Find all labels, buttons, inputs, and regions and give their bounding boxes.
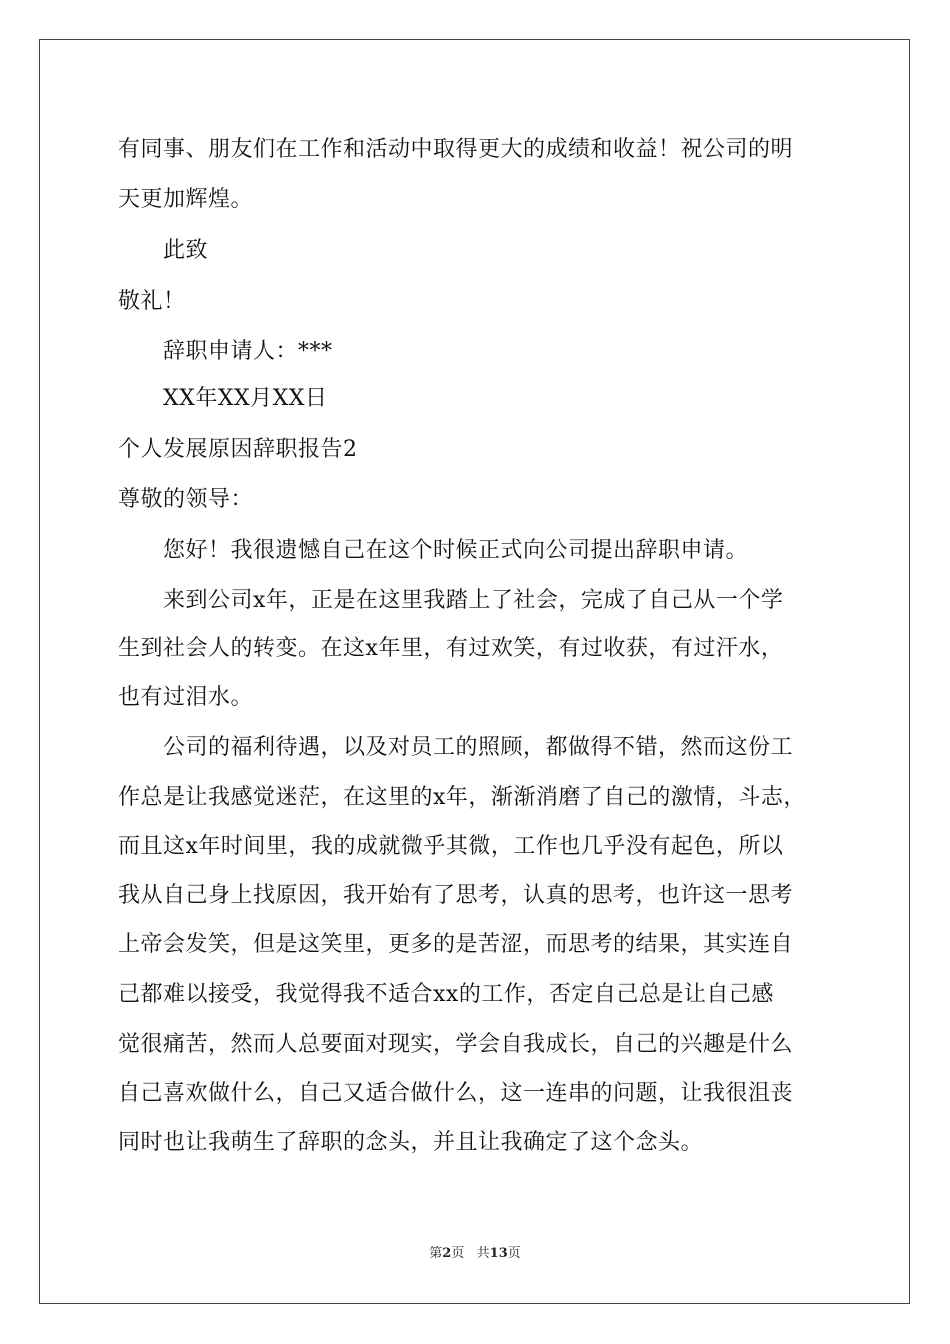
text-line: 同时也让我萌生了辞职的念头，并且让我确定了这个念头。: [118, 1130, 704, 1155]
text-line: 觉很痛苦，然而人总要面对现实，学会自我成长，自己的兴趣是什么: [118, 1032, 794, 1057]
text-line: 生到社会人的转变。在这x年里，有过欢笑，有过收获，有过汗水，: [118, 636, 784, 661]
date-line: XX年XX月XX日: [163, 386, 328, 411]
text-line: 来到公司x年，正是在这里我踏上了社会，完成了自己从一个学: [163, 588, 784, 613]
salutation-closing: 敬礼！: [118, 289, 186, 314]
text-line: 也有过泪水。: [118, 685, 254, 710]
text-line: 自己喜欢做什么，自己又适合做什么，这一连串的问题，让我很沮丧: [118, 1081, 794, 1106]
page-footer: [0, 1242, 950, 1261]
text-line: 有同事、朋友们在工作和活动中取得更大的成绩和收益！祝公司的明: [118, 137, 794, 162]
footer-suffix: 页: [507, 1246, 521, 1261]
text-line: 而且这x年时间里，我的成就微乎其微，工作也几乎没有起色，所以: [118, 834, 784, 859]
greeting: 尊敬的领导：: [118, 487, 254, 512]
text-line: 己都难以接受，我觉得我不适合xx的工作，否定自己总是让自己感: [118, 982, 774, 1007]
text-line: 公司的福利待遇，以及对员工的照顾，都做得不错，然而这份工: [163, 735, 794, 760]
text-line: 天更加辉煌。: [118, 187, 254, 212]
footer-middle: 页 共: [451, 1246, 490, 1261]
text-line: 上帝会发笑，但是这笑里，更多的是苦涩，而思考的结果，其实连自: [118, 932, 794, 957]
text-line: 您好！我很遗憾自己在这个时候正式向公司提出辞职申请。: [163, 538, 749, 563]
closing-phrase: 此致: [163, 238, 209, 263]
footer-page-number: 2: [442, 1246, 452, 1261]
text-line: 作总是让我感觉迷茫，在这里的x年，渐渐消磨了自己的激情，斗志，: [118, 785, 806, 810]
page-border: [39, 39, 910, 1304]
applicant-signature: 辞职申请人：***: [163, 339, 333, 364]
footer-prefix: 第: [429, 1246, 443, 1261]
section-title: 个人发展原因辞职报告2: [118, 437, 358, 462]
text-line: 我从自己身上找原因，我开始有了思考，认真的思考，也许这一思考: [118, 883, 794, 908]
footer-total-pages: 13: [489, 1246, 508, 1261]
